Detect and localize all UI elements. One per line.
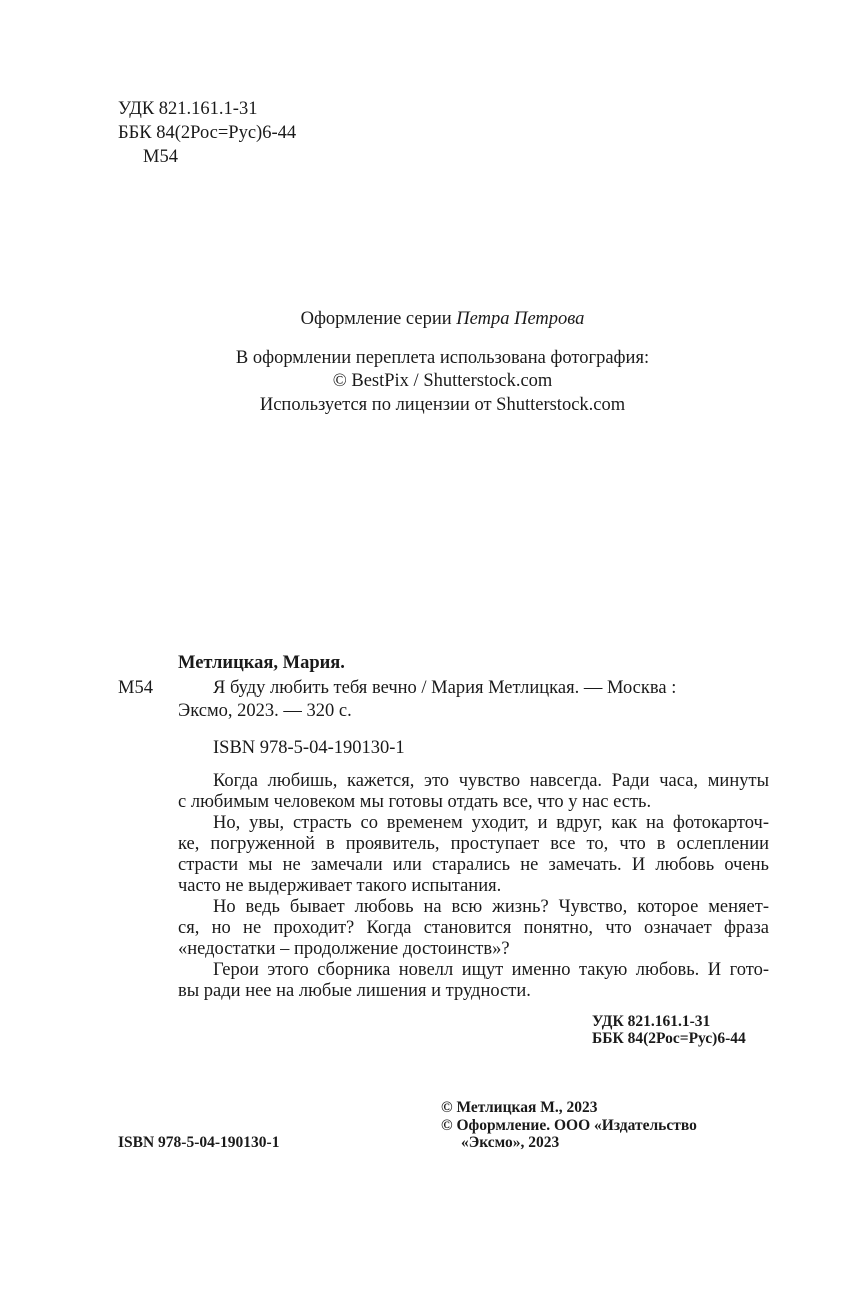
series-design-prefix: Оформление серии [300,309,452,329]
annotation-p2-line1: Но, увы, страсть со временем уходит, и вдруг, как на фотокарточ- [213,813,769,833]
annotation-p2-line3: страсти мы не замечали или старались не замечать. И любовь очень [178,855,769,875]
udk-code: УДК 821.161.1-31 [118,99,258,119]
record-author: Метлицкая, Мария. [178,653,345,673]
series-design-credit [0,309,845,330]
copyright-design-line1: © Оформление. ООО «Издательство [441,1117,697,1134]
record-isbn: ISBN 978-5-04-190130-1 [213,738,405,758]
annotation-p1-line2: с любимым человеком мы готовы отдать все, что у нас есть. [178,792,652,812]
license-note: Используется по лицензии от Shutterstock.com [259,395,626,415]
annotation-p1-line1: Когда любишь, кажется, это чувство навсегда. Ради часа, минуты [213,771,769,791]
annotation-p2-line2: ке, погруженной в проявитель, проступает все то, что в ослеплении [178,834,769,854]
bbk-code: ББК 84(2Рос=Рус)6-44 [118,123,297,143]
author-mark: М54 [143,147,178,167]
record-title-line2: Эксмо, 2023. — 320 с. [178,701,352,721]
copyright-author: © Метлицкая М., 2023 [441,1099,598,1116]
annotation-p4-line1: Герои этого сборника новелл ищут именно такую любовь. И гото- [213,960,769,980]
copyright-design-line2: «Эксмо», 2023 [461,1134,560,1151]
annotation-p3-line2: ся, но не проходит? Когда становится понятно, что означает фраза [178,918,769,938]
annotation-p2-line4: часто не выдерживает такого испытания. [178,876,502,896]
annotation-p4-line2: вы ради нее на любые лишения и трудности. [178,981,531,1001]
record-title-line1: Я буду любить тебя вечно / Мария Метлицкая. — Москва : [213,678,677,698]
series-designer-name: Петра Петрова [456,309,585,329]
cover-photo-credit: В оформлении переплета использована фотография: [235,348,650,368]
annotation-p3-line1: Но ведь бывает любовь на всю жизнь? Чувство, которое меняет- [213,897,769,917]
record-mark: М54 [118,678,153,698]
footer-bbk-code: ББК 84(2Рос=Рус)6-44 [592,1030,746,1047]
footer-isbn: ISBN 978-5-04-190130-1 [118,1134,280,1151]
cover-photo-source: © BestPix / Shutterstock.com [332,371,553,391]
annotation-p3-line3: «недостатки – продолжение достоинств»? [178,939,510,959]
footer-udk-code: УДК 821.161.1-31 [592,1013,711,1030]
